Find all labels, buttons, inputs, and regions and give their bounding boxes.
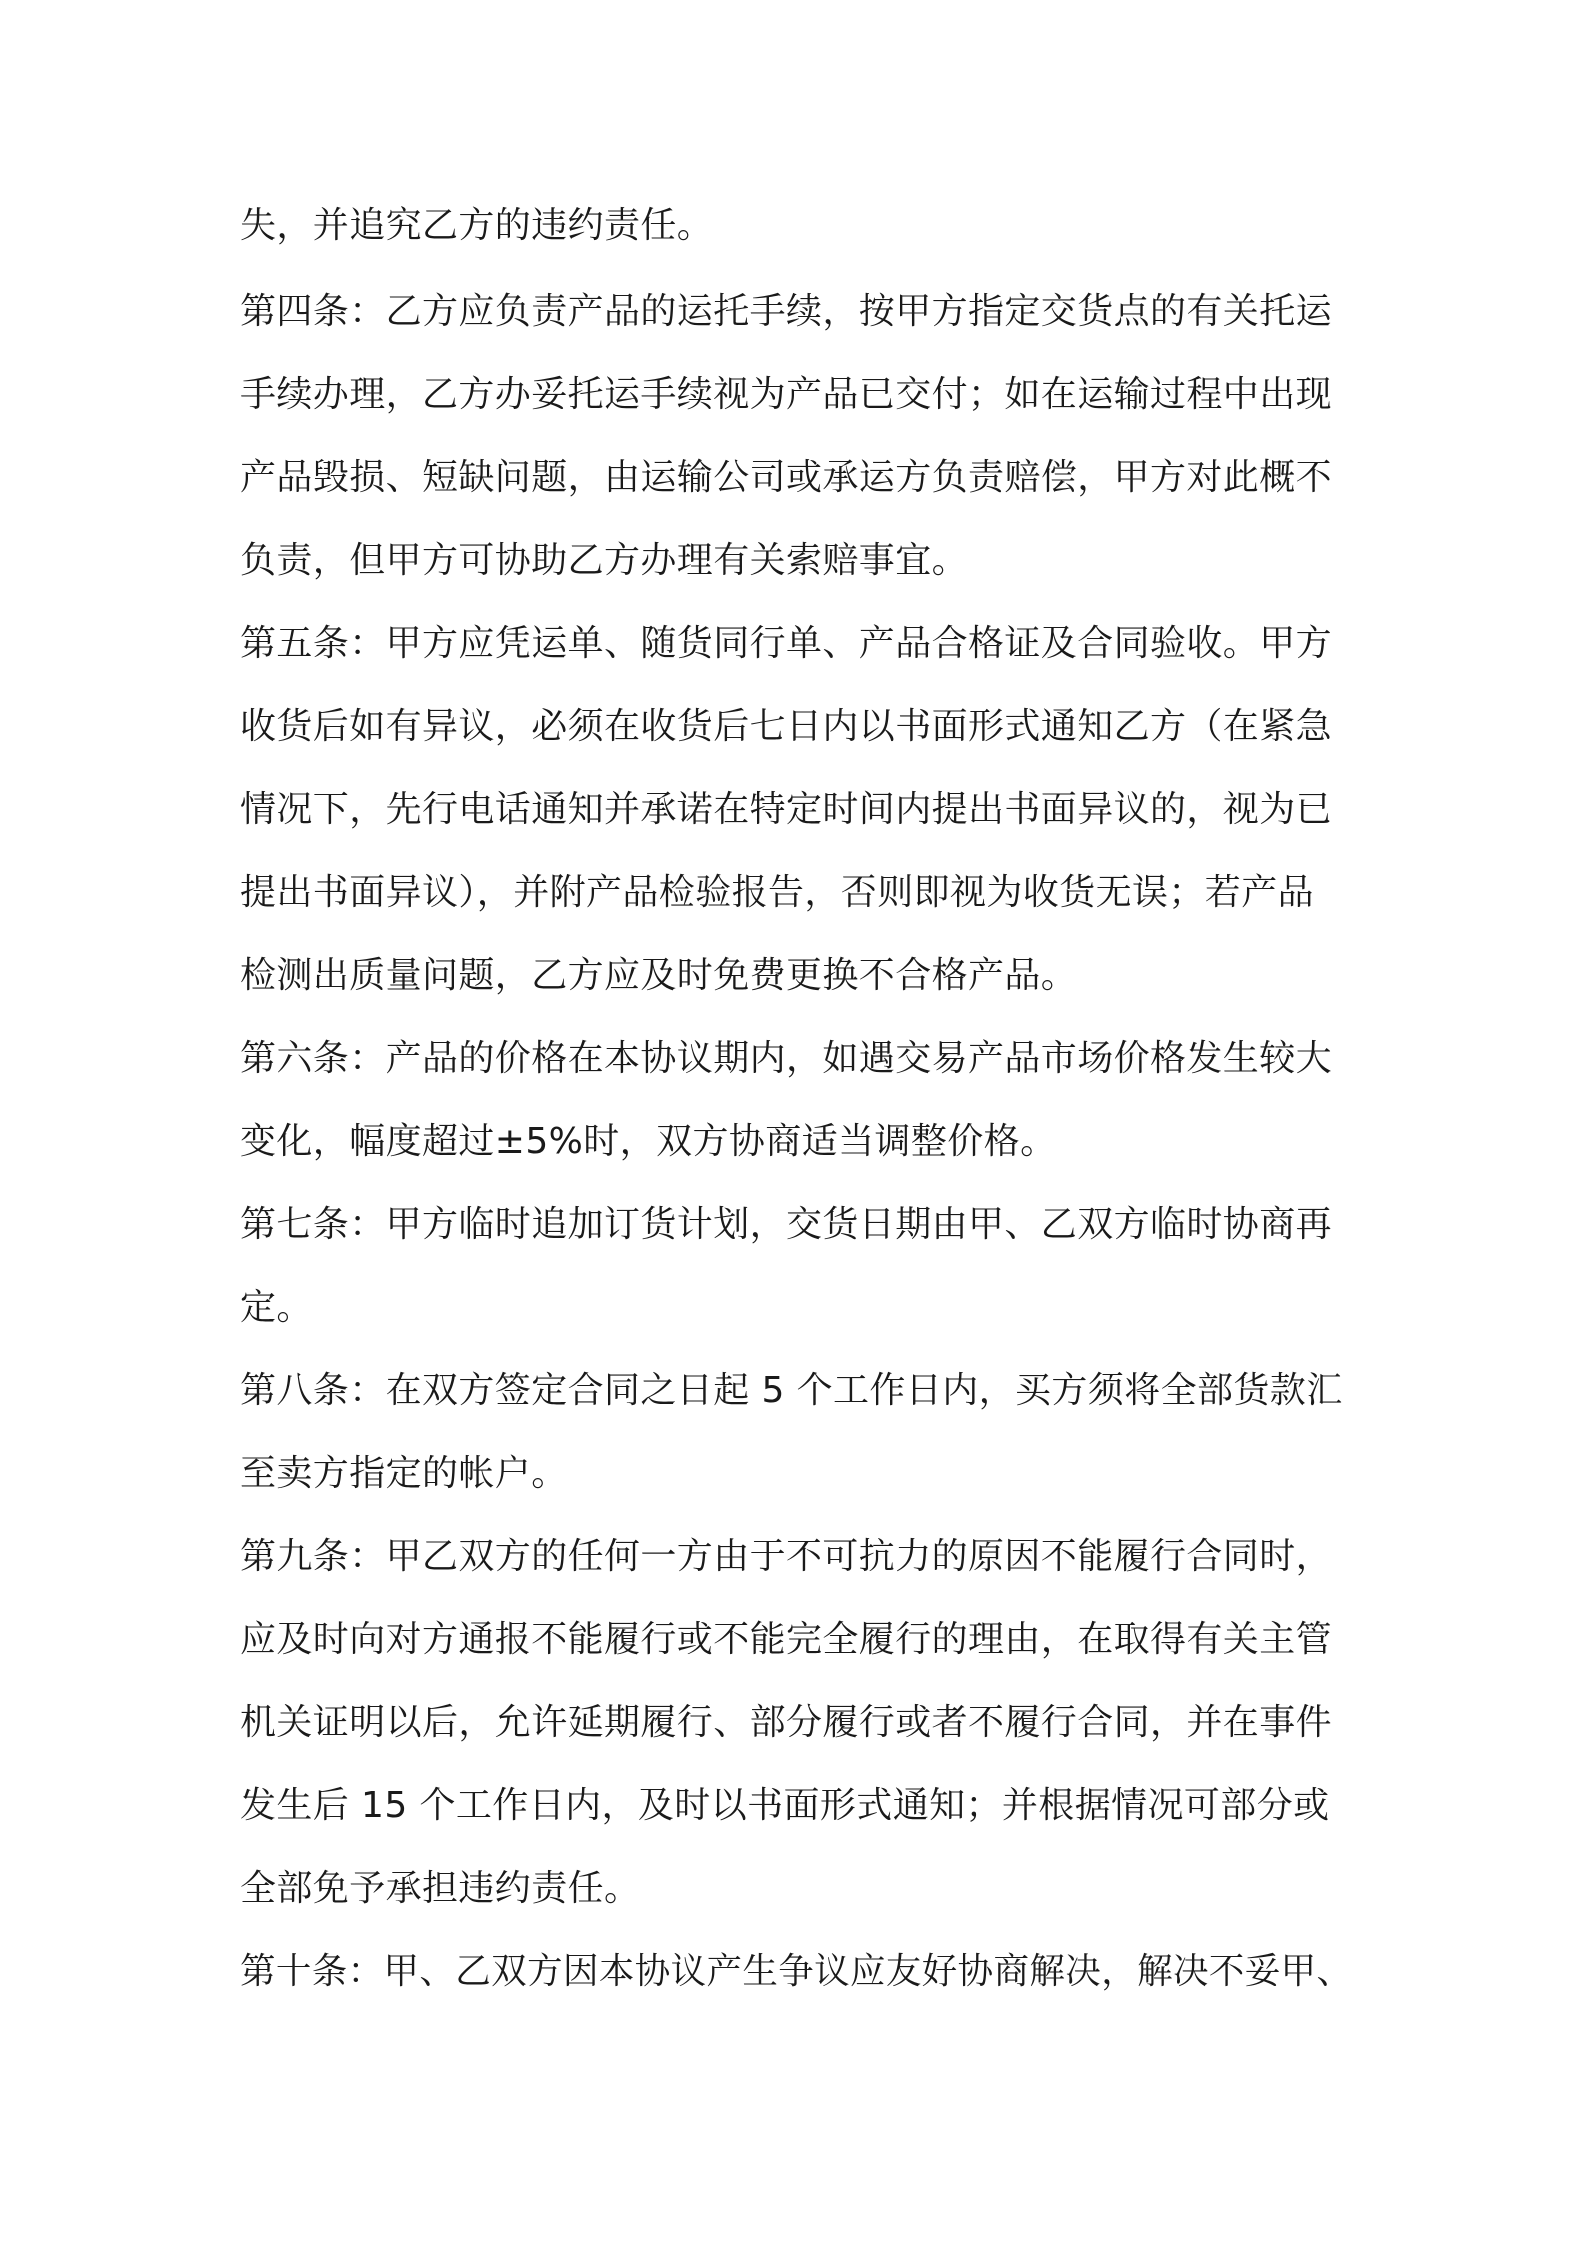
text-line: 收货后如有异议，必须在收货后七日内以书面形式通知乙方（在紧急 [240, 706, 1333, 747]
text-line: 失，并追究乙方的违约责任。 [240, 205, 714, 246]
text-line: 应及时向对方通报不能履行或不能完全履行的理由，在取得有关主管 [240, 1619, 1333, 1660]
text-line: 第六条：产品的价格在本协议期内，如遇交易产品市场价格发生较大 [240, 1038, 1333, 1079]
text-line: 全部免予承担违约责任。 [240, 1868, 641, 1909]
text-line: 第四条：乙方应负责产品的运托手续，按甲方指定交货点的有关托运 [240, 291, 1333, 332]
text-line: 第七条：甲方临时追加订货计划，交货日期由甲、乙双方临时协商再 [240, 1204, 1333, 1245]
text-line: 提出书面异议），并附产品检验报告，否则即视为收货无误；若产品 [240, 872, 1315, 913]
text-line: 第八条：在双方签定合同之日起 5 个工作日内，买方须将全部货款汇 [240, 1370, 1343, 1411]
text-line: 变化，幅度超过±5%时，双方协商适当调整价格。 [240, 1121, 1057, 1162]
text-line: 第五条：甲方应凭运单、随货同行单、产品合格证及合同验收。甲方 [240, 623, 1333, 664]
text-line: 负责，但甲方可协助乙方办理有关索赔事宜。 [240, 540, 969, 581]
text-line: 第九条：甲乙双方的任何一方由于不可抗力的原因不能履行合同时， [240, 1536, 1333, 1577]
text-line: 发生后 15 个工作日内，及时以书面形式通知；并根据情况可部分或 [240, 1785, 1330, 1826]
text-line: 产品毁损、短缺问题，由运输公司或承运方负责赔偿，甲方对此概不 [240, 457, 1333, 498]
text-line: 情况下，先行电话通知并承诺在特定时间内提出书面异议的，视为已 [240, 789, 1333, 830]
text-line: 手续办理，乙方办妥托运手续视为产品已交付；如在运输过程中出现 [240, 374, 1333, 415]
text-line: 至卖方指定的帐户。 [240, 1453, 568, 1494]
text-line: 机关证明以后，允许延期履行、部分履行或者不履行合同，并在事件 [240, 1702, 1333, 1743]
text-line: 第十条：甲、乙双方因本协议产生争议应友好协商解决，解决不妥甲、 [240, 1951, 1353, 1992]
text-line: 定。 [240, 1287, 313, 1328]
text-line: 检测出质量问题，乙方应及时免费更换不合格产品。 [240, 955, 1078, 996]
